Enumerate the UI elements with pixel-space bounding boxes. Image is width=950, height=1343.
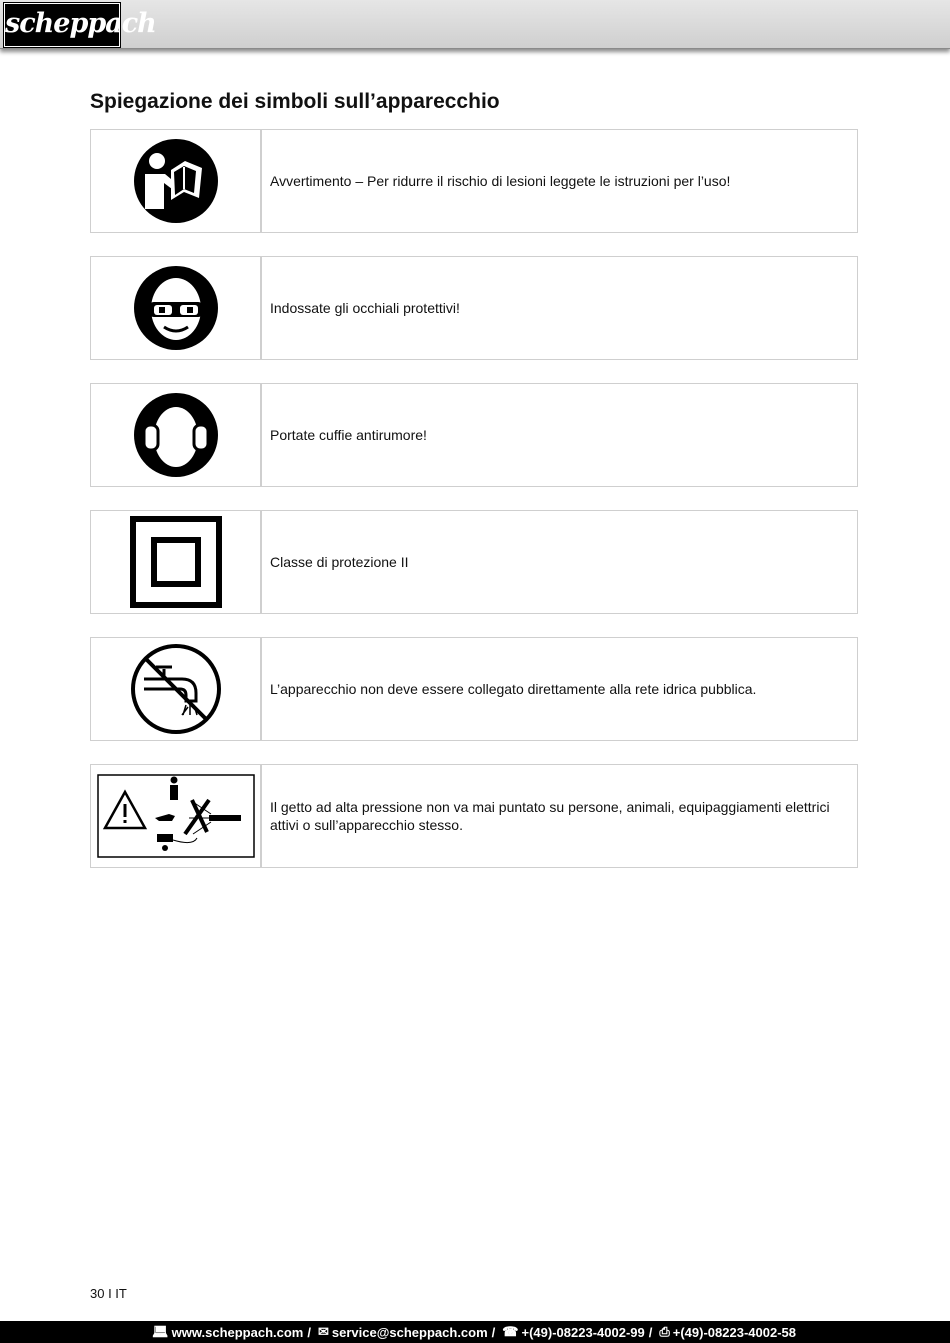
high-pressure-warning-icon — [97, 774, 255, 858]
fax-number: +(49)-08223-4002-58 — [672, 1324, 796, 1340]
page-title: Spiegazione dei simboli sull’apparecchio — [90, 90, 500, 113]
symbol-description: Portate cuffie antirumore! — [270, 427, 427, 443]
symbol-description: Indossate gli occhiali protettivi! — [270, 300, 460, 316]
symbol-row — [90, 129, 858, 233]
phone-icon: ☎ — [502, 1324, 519, 1339]
envelope-icon: ✉ — [318, 1324, 329, 1339]
website-link[interactable]: www.scheppach.com — [171, 1324, 304, 1340]
ear-protection-icon — [133, 392, 219, 478]
safety-goggles-icon — [133, 265, 219, 351]
phone-number: +(49)-08223-4002-99 — [521, 1324, 645, 1340]
symbol-row — [90, 510, 858, 614]
read-manual-icon — [133, 138, 219, 224]
top-bar — [0, 0, 950, 49]
symbol-description: Classe di protezione II — [270, 554, 409, 570]
symbol-table — [90, 129, 858, 891]
symbol-row — [90, 637, 858, 741]
email-link[interactable]: service@scheppach.com — [331, 1324, 488, 1340]
symbol-description: Avvertimento – Per ridurre il rischio di lesioni leggete le istruzioni per l’uso! — [270, 173, 731, 189]
page-number: 30 I IT — [90, 1286, 127, 1301]
no-water-mains-icon — [130, 643, 222, 735]
symbol-row — [90, 383, 858, 487]
separator: / — [648, 1324, 653, 1340]
symbol-row — [90, 764, 858, 868]
symbol-description: Il getto ad alta pressione non va mai puntato su persone, animali, equipaggiamenti elettrici attivi o sull’apparecchio stesso. — [270, 799, 830, 833]
footer-bar — [0, 1321, 950, 1343]
symbol-row — [90, 256, 858, 360]
symbol-description: L’apparecchio non deve essere collegato direttamente alla rete idrica pubblica. — [270, 681, 757, 697]
scheppach-logo: scheppach — [4, 3, 120, 47]
protection-class-2-icon — [130, 516, 222, 608]
computer-icon: 💻︎ — [152, 1324, 169, 1339]
fax-icon: ⎙ — [659, 1324, 670, 1339]
separator: / — [491, 1324, 496, 1340]
separator: / — [307, 1324, 311, 1340]
